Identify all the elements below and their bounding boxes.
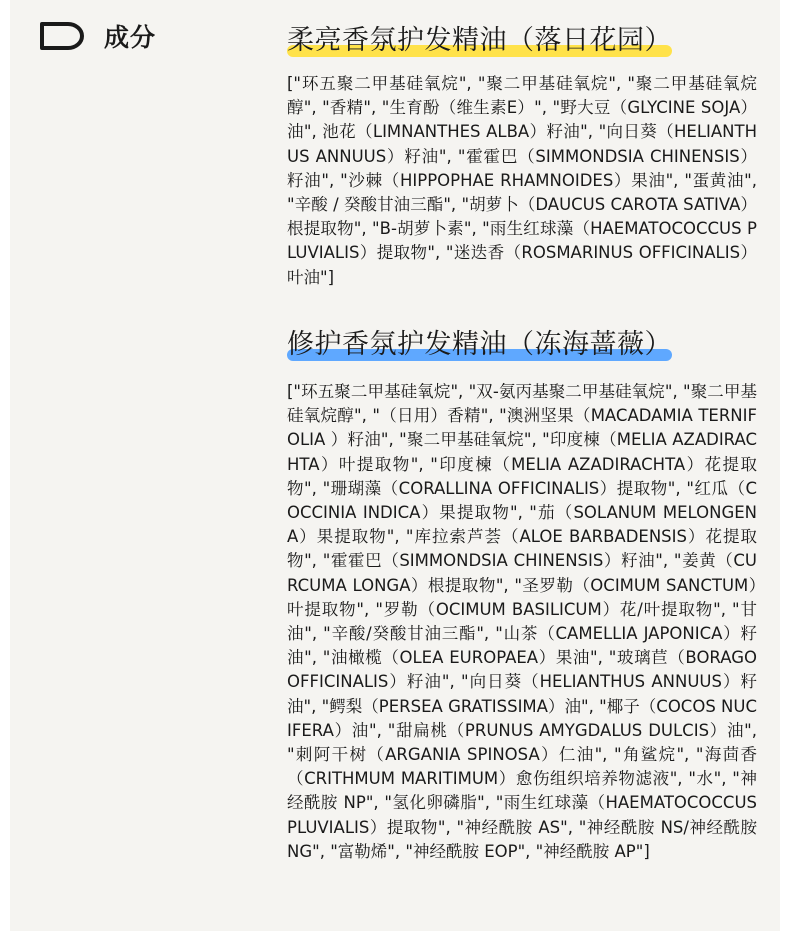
brand-logo-icon (38, 22, 86, 50)
product-title-2 (287, 322, 672, 361)
product-title-text: 修护香氛护发精油（冻海蔷薇） (287, 329, 672, 360)
section-title: 成分 (104, 23, 157, 52)
product-title-text: 柔亮香氛护发精油（落日花园） (287, 25, 672, 56)
ingredients-list-1: ["环五聚二甲基硅氧烷", "聚二甲基硅氧烷", "聚二甲基硅氧烷醇", "香精", "生育酚（维生素E）", "野大豆（GLYCINE SOJA）油", 池花（LIMNANTHES ALBA）籽油", "向日葵（HELIANTHUS ANNUUS）籽油", "霍霍巴（SIMMONDSIA CHINENSIS）籽油", "沙棘（HIPPOPHAE RHAMNOIDES）果油", "蛋黄油", "辛酸 / 癸酸甘油三酯", "胡萝卜（DAUCUS CAROTA SATIVA）根提取物", "B-胡萝卜素", "雨生红球藻（HAEMATOCOCCUS PLUVIALIS）提取物", "迷迭香（ROSMARINUS OFFICINALIS）叶油"] (287, 74, 757, 287)
ingredients-list-2: ["环五聚二甲基硅氧烷", "双-氨丙基聚二甲基硅氧烷", "聚二甲基硅氧烷醇", "（日用）香精", "澳洲坚果（MACADAMIA TERNIFOLIA ）籽油", "聚二甲基硅氧烷", "印度楝（MELIA AZADIRACHTA）叶提取物", "印度楝（MELIA AZADIRACHTA）花提取物", "珊瑚藻（CORALLINA OFFICINALIS）提取物", "红瓜（COCCINIA INDICA）果提取物", "茄（SOLANUM MELONGENA）果提取物", "库拉索芦荟（ALOE BARBADENSIS）花提取物", "霍霍巴（SIMMONDSIA CHINENSIS）籽油", "姜黄（CURCUMA LONGA）根提取物", "圣罗勒（OCIMUM SANCTUM）叶提取物", "罗勒（OCIMUM BASILICUM）花/叶提取物", "甘油", "辛酸/癸酸甘油三酯", "山茶（CAMELLIA JAPONICA）籽油", "油橄榄（OLEA EUROPAEA）果油", "玻璃苣（BORAGO OFFICINALIS）籽油", "向日葵（HELIANTHUS ANNUUS）籽油", "鳄梨（PERSEA GRATISSIMA）油", "椰子（COCOS NUCIFERA）油", "甜扁桃（PRUNUS AMYGDALUS DULCIS）油", "刺阿干树（ARGANIA SPINOSA）仁油", "角鲨烷", "海茴香（CRITHMUM MARITIMUM）愈伤组织培养物滤液", "水", "神经酰胺 NP", "氢化卵磷脂", "雨生红球藻（HAEMATOCOCCUS PLUVIALIS）提取物", "神经酰胺 AS", "神经酰胺 NS/神经酰胺 NG", "富勒烯", "神经酰胺 EOP", "神经酰胺 AP"] (287, 382, 757, 861)
product-title-1 (287, 18, 672, 57)
